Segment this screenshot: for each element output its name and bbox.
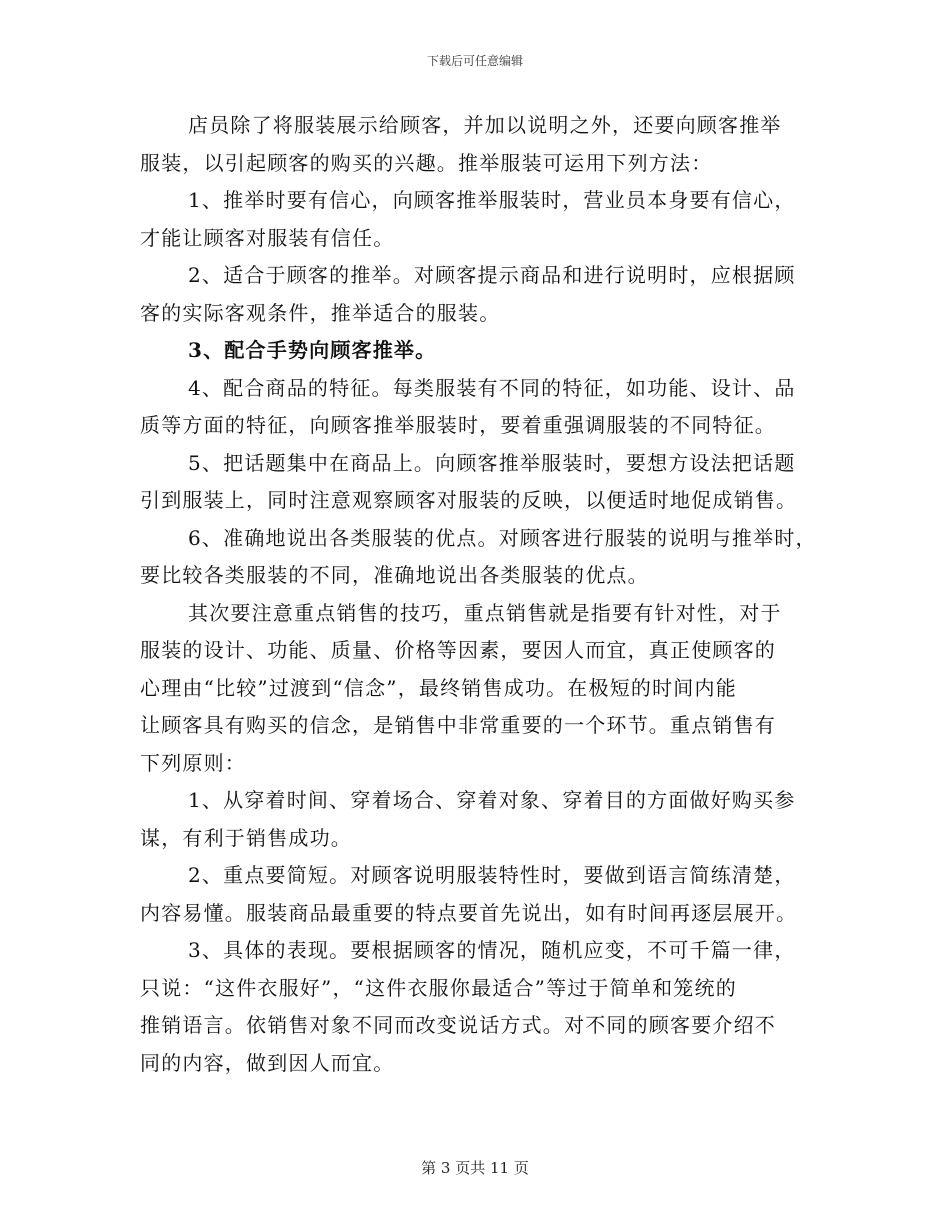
text-line: 3、配合手势向顾客推举。: [188, 338, 437, 362]
text-line: 2、重点要简短。对顾客说明服装特性时，要做到语言简练清楚，: [188, 863, 796, 887]
text-line: 3、具体的表现。要根据顾客的情况，随机应变，不可千篇一律，: [188, 938, 796, 962]
text-line: 质等方面的特征，向顾客推举服装时，要着重强调服装的不同特征。: [140, 413, 776, 437]
text-line: 4、配合商品的特征。每类服装有不同的特征，如功能、设计、品: [188, 375, 796, 400]
text-line: 5、把话题集中在商品上。向顾客推举服装时，要想方设法把话题: [188, 450, 796, 475]
text-line: 推销语言。依销售对象不同而改变说话方式。对不同的顾客要介绍不: [140, 1013, 776, 1037]
document-body: [140, 107, 820, 1082]
text-line: 才能让顾客对服装有信任。: [140, 225, 395, 250]
text-line: 谋，有利于销售成功。: [140, 825, 352, 850]
text-line: 服装的设计、功能、质量、价格等因素，要因人而宜，真正使顾客的: [140, 638, 776, 662]
text-line: 引到服装上，同时注意观察顾客对服装的反映，以便适时地促成销售。: [140, 488, 798, 512]
text-line: 服装，以引起顾客的购买的兴趣。推举服装可运用下列方法：: [140, 150, 713, 175]
text-line: 店员除了将服装展示给顾客，并加以说明之外，还要向顾客推举: [188, 113, 782, 137]
page-header: 下载后可任意编辑: [426, 54, 523, 68]
text-line: 心理由“比较”过渡到“信念”，最终销售成功。在极短的时间内能: [140, 675, 737, 700]
text-line: 1、推举时要有信心，向顾客推举服装时，营业员本身要有信心，: [188, 188, 796, 212]
text-line: 下列原则：: [140, 750, 246, 775]
text-line: 要比较各类服装的不同，准确地说出各类服装的优点。: [140, 563, 649, 587]
text-line: 1、从穿着时间、穿着场合、穿着对象、穿着目的方面做好购买参: [188, 788, 796, 812]
text-line: 6、准确地说出各类服装的优点。对顾客进行服装的说明与推举时，: [188, 525, 817, 550]
page-footer: 第 3 页共 11 页: [421, 1159, 529, 1177]
text-line: 客的实际客观条件，推举适合的服装。: [140, 300, 501, 325]
text-line: 只说：“这件衣服好”，“这件衣服你最适合”等过于简单和笼统的: [140, 975, 737, 1000]
text-line: 让顾客具有购买的信念，是销售中非常重要的一个环节。重点销售有: [140, 713, 776, 737]
text-line: 2、适合于顾客的推举。对顾客提示商品和进行说明时，应根据顾: [188, 263, 796, 287]
text-line: 同的内容，做到因人而宜。: [140, 1050, 395, 1075]
text-line: 内容易懂。服装商品最重要的特点要首先说出，如有时间再逐层展开。: [140, 900, 798, 925]
text-line: 其次要注意重点销售的技巧，重点销售就是指要有针对性，对于: [188, 600, 782, 625]
